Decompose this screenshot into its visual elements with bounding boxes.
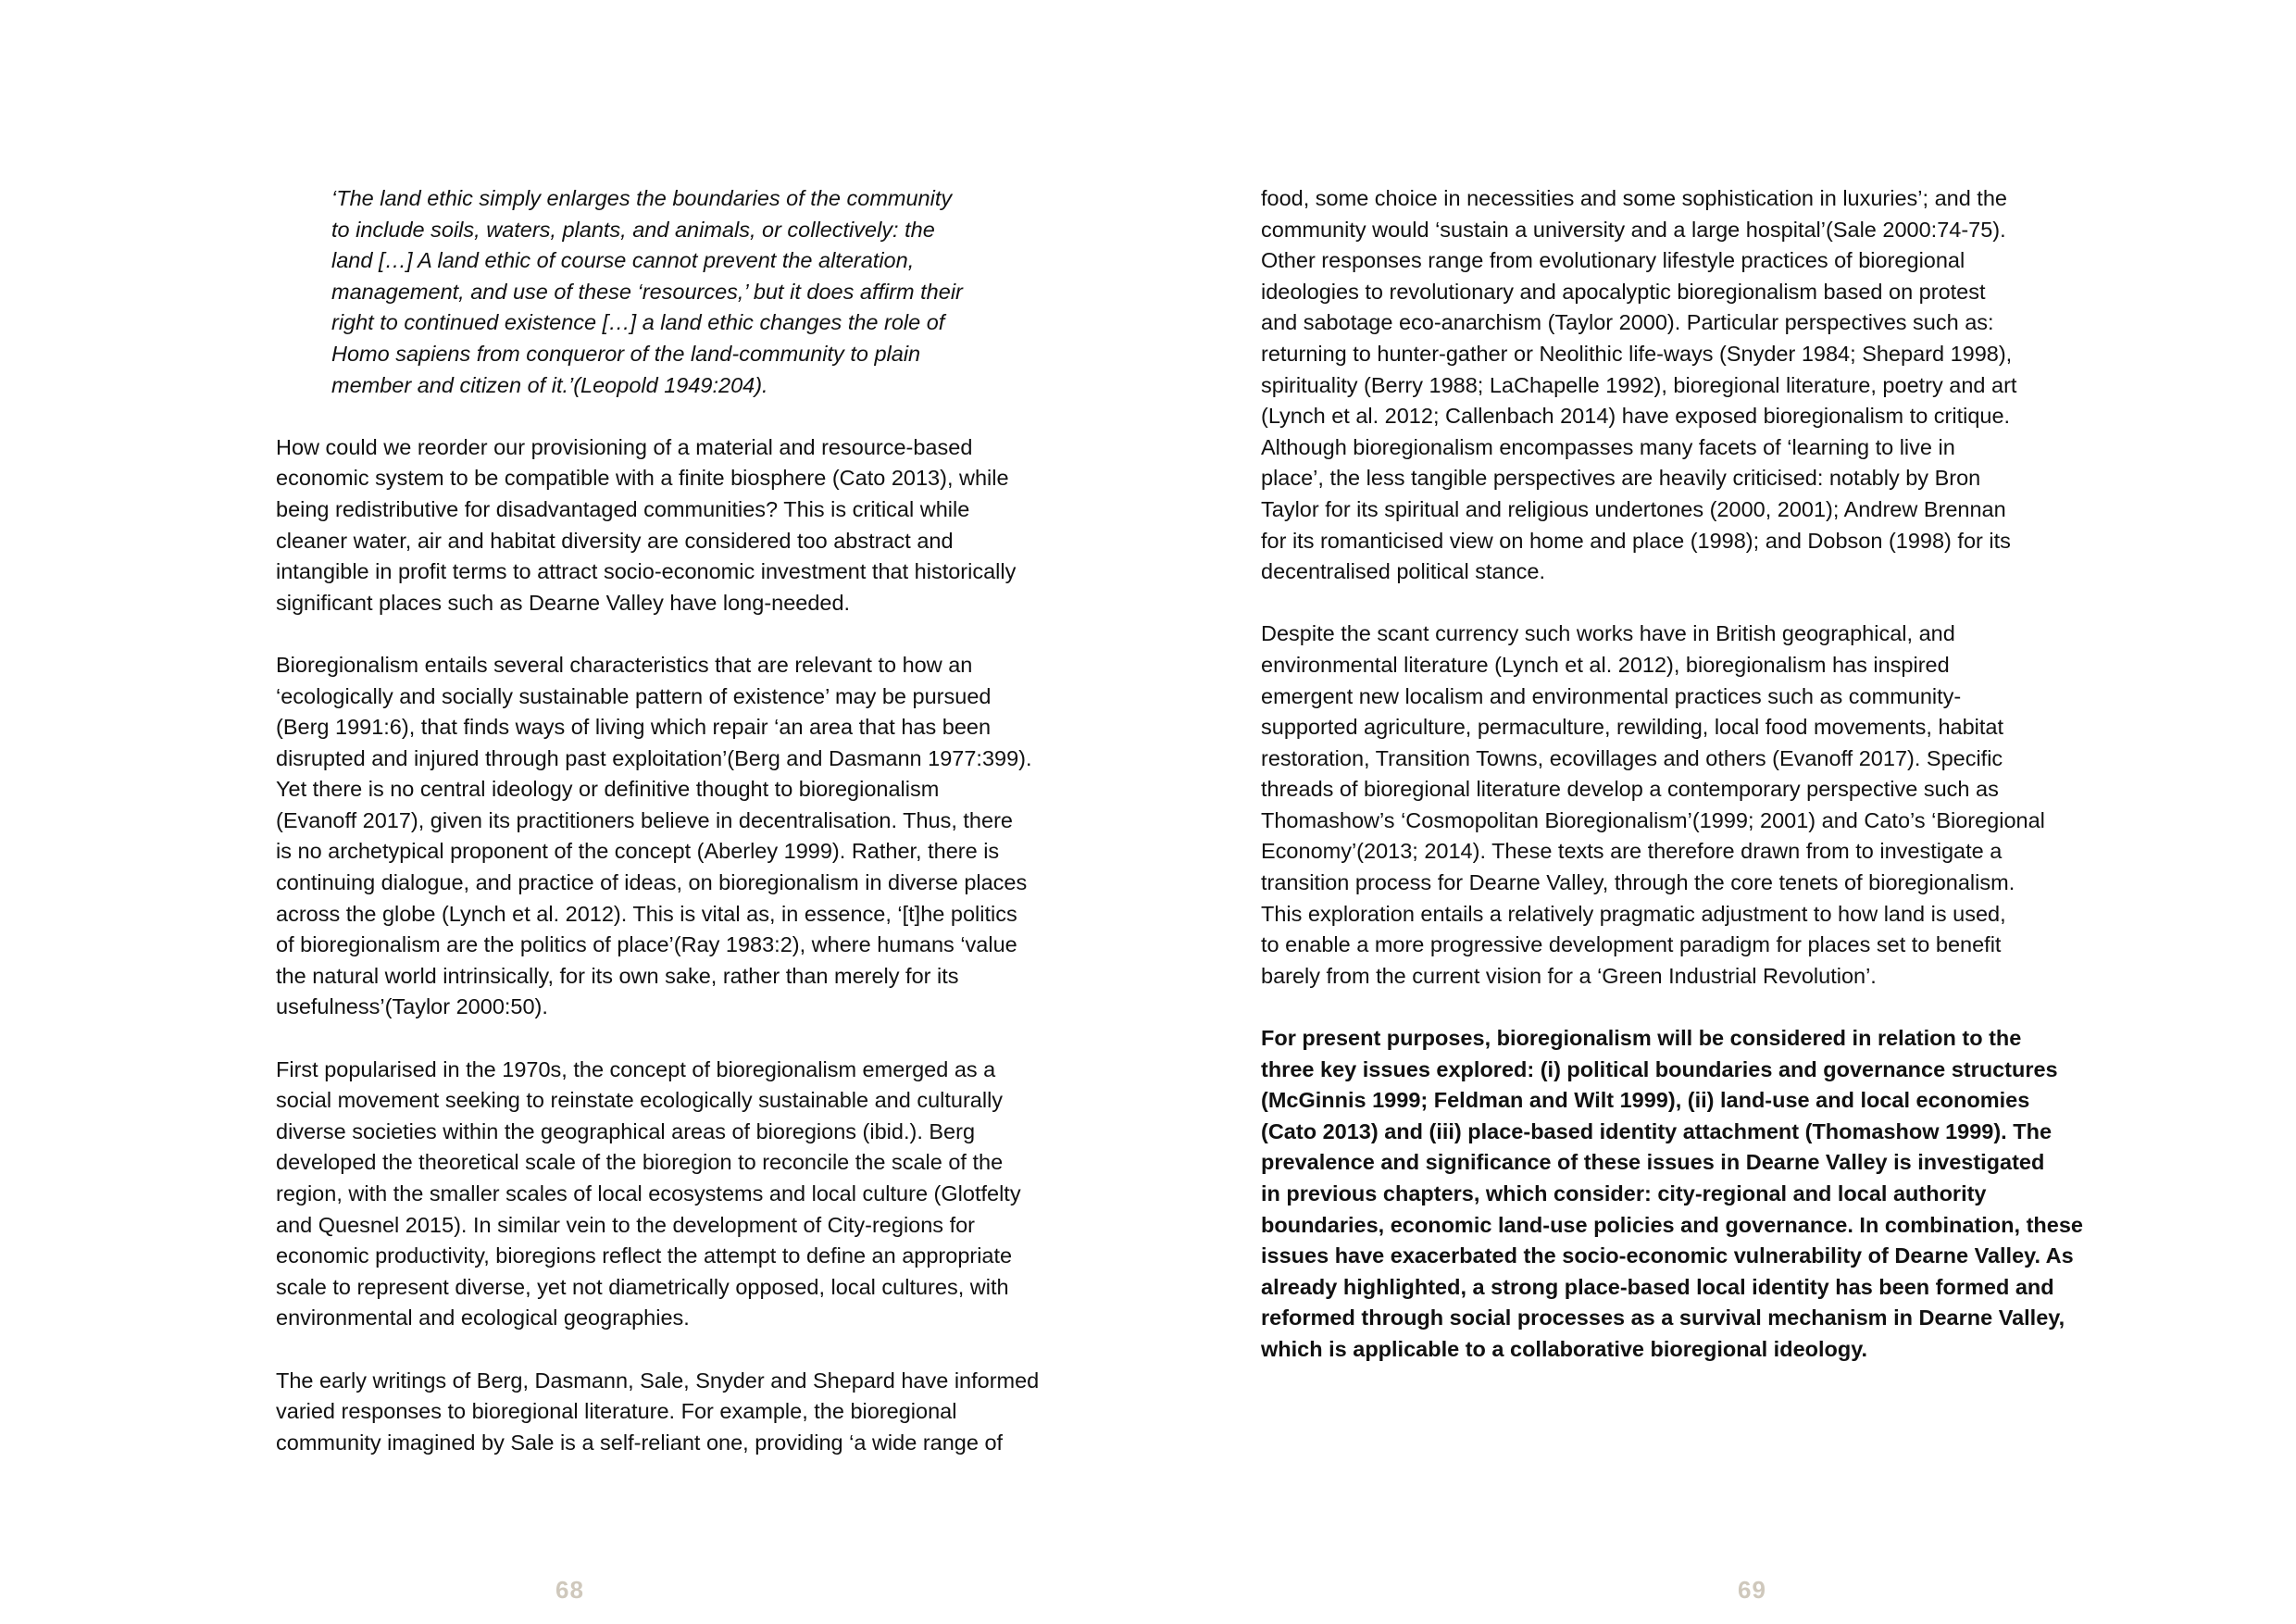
text-line: Taylor for its spiritual and religious undertones (2000, 2001); Andrew Brennan — [1261, 496, 2006, 521]
text-line: region, with the smaller scales of local ecosystems and local culture (Glotfelty — [276, 1181, 1021, 1206]
text-line: ideologies to revolutionary and apocalyptic bioregionalism based on protest — [1261, 279, 1986, 304]
quote-line: to include soils, waters, plants, and animals, or collectively: the — [331, 217, 935, 242]
text-line: already highlighted, a strong place-based local identity has been formed and — [1261, 1274, 2054, 1299]
text-line: developed the theoretical scale of the bioregion to reconcile the scale of the — [276, 1150, 1004, 1175]
text-line: in previous chapters, which consider: city-regional and local authority — [1261, 1181, 1987, 1206]
paragraph — [276, 432, 1072, 619]
page-number: 69 — [1738, 1576, 1766, 1604]
quote-line: ‘The land ethic simply enlarges the boundaries of the community — [331, 186, 953, 210]
paragraph — [276, 1366, 1072, 1459]
text-line: diverse societies within the geographical areas of bioregions (ibid.). Berg — [276, 1118, 976, 1143]
text-line: restoration, Transition Towns, ecovillages and others (Evanoff 2017). Specific — [1261, 745, 2003, 770]
text-line: transition process for Dearne Valley, through the core tenets of bioregionalism. — [1261, 870, 2015, 895]
text-line: How could we reorder our provisioning of a material and resource-based — [276, 434, 973, 459]
text-line: food, some choice in necessities and some sophistication in luxuries’; and the — [1261, 186, 2007, 210]
paragraph — [276, 1055, 1072, 1334]
text-line: continuing dialogue, and practice of ideas, on bioregionalism in diverse places — [276, 870, 1028, 895]
text-line: returning to hunter-gather or Neolithic life-ways (Snyder 1984; Shepard 1998), — [1261, 341, 2013, 366]
right-text-column — [1261, 183, 2083, 1396]
block-quote — [331, 183, 1072, 401]
text-line: to enable a more progressive development paradigm for places set to benefit — [1261, 932, 2002, 957]
text-line: Other responses range from evolutionary lifestyle practices of bioregional — [1261, 248, 1965, 273]
text-line: prevalence and significance of these issues in Dearne Valley is investigated — [1261, 1150, 2045, 1175]
text-line: This exploration entails a relatively pragmatic adjustment to how land is used, — [1261, 901, 2006, 926]
text-line: which is applicable to a collaborative bioregional ideology. — [1261, 1336, 1868, 1361]
text-line: Thomashow’s ‘Cosmopolitan Bioregionalism’(1999; 2001) and Cato’s ‘Bioregional — [1261, 807, 2045, 832]
text-line: (Cato 2013) and (iii) place-based identity attachment (Thomashow 1999). The — [1261, 1118, 2053, 1143]
quote-line: Homo sapiens from conqueror of the land-community to plain — [331, 341, 921, 366]
text-line: boundaries, economic land-use policies and governance. In combination, these — [1261, 1212, 2083, 1237]
text-line: Yet there is no central ideology or definitive thought to bioregionalism — [276, 777, 940, 802]
quote-line: right to continued existence […] a land ethic changes the role of — [331, 310, 945, 335]
text-line: Economy’(2013; 2014). These texts are therefore drawn from to investigate a — [1261, 839, 2003, 864]
bold-paragraph — [1261, 1023, 2083, 1366]
text-line: First popularised in the 1970s, the concept of bioregionalism emerged as a — [276, 1056, 996, 1081]
quote-line: member and citizen of it.’(Leopold 1949:204). — [331, 372, 768, 397]
text-line: across the globe (Lynch et al. 2012). This is vital as, in essence, ‘[t]he politics — [276, 901, 1017, 926]
text-line: disrupted and injured through past exploitation’(Berg and Dasmann 1977:399). — [276, 745, 1032, 770]
quote-line: management, and use of these ‘resources,’ but it does affirm their — [331, 279, 963, 304]
text-line: economic productivity, bioregions reflect the attempt to define an appropriate — [276, 1243, 1013, 1268]
right-page — [1148, 0, 2296, 1624]
text-line: issues have exacerbated the socio-economic vulnerability of Dearne Valley. As — [1261, 1243, 2074, 1268]
text-line: (Lynch et al. 2012; Callenbach 2014) have exposed bioregionalism to critique. — [1261, 404, 2011, 429]
text-line: emergent new localism and environmental practices such as community- — [1261, 683, 1962, 708]
text-line: being redistributive for disadvantaged communities? This is critical while — [276, 496, 970, 521]
text-line: economic system to be compatible with a finite biosphere (Cato 2013), while — [276, 466, 1009, 491]
text-line: of bioregionalism are the politics of place’(Ray 1983:2), where humans ‘value — [276, 932, 1017, 957]
text-line: three key issues explored: (i) political boundaries and governance structures — [1261, 1056, 2058, 1081]
text-line: supported agriculture, permaculture, rewilding, local food movements, habitat — [1261, 715, 2004, 740]
text-line: threads of bioregional literature develop a contemporary perspective such as — [1261, 777, 1999, 802]
text-line: environmental literature (Lynch et al. 2012), bioregionalism has inspired — [1261, 652, 1950, 677]
text-line: (Evanoff 2017), given its practitioners believe in decentralisation. Thus, there — [276, 807, 1013, 832]
text-line: and sabotage eco-anarchism (Taylor 2000). Particular perspectives such as: — [1261, 310, 1994, 335]
text-line: (McGinnis 1999; Feldman and Wilt 1999), (ii) land-use and local economies — [1261, 1088, 2030, 1113]
text-line: decentralised political stance. — [1261, 559, 1545, 584]
text-line: barely from the current vision for a ‘Green Industrial Revolution’. — [1261, 963, 1877, 988]
text-line: usefulness’(Taylor 2000:50). — [276, 994, 548, 1019]
text-line: cleaner water, air and habitat diversity are considered too abstract and — [276, 528, 954, 553]
text-line: varied responses to bioregional literature. For example, the bioregional — [276, 1399, 957, 1424]
text-line: community imagined by Sale is a self-reliant one, providing ‘a wide range of — [276, 1430, 1004, 1455]
paragraph — [276, 650, 1072, 1023]
text-line: reformed through social processes as a survival mechanism in Dearne Valley, — [1261, 1305, 2065, 1330]
text-line: community would ‘sustain a university and a large hospital’(Sale 2000:74-75). — [1261, 217, 2006, 242]
text-line: spirituality (Berry 1988; LaChapelle 1992), bioregional literature, poetry and art — [1261, 372, 2017, 397]
text-line: ‘ecologically and socially sustainable pattern of existence’ may be pursued — [276, 683, 992, 708]
text-line: Bioregionalism entails several characteristics that are relevant to how an — [276, 652, 973, 677]
text-line: Although bioregionalism encompasses many facets of ‘learning to live in — [1261, 434, 1955, 459]
text-line: significant places such as Dearne Valley have long-needed. — [276, 590, 851, 615]
text-line: place’, the less tangible perspectives are heavily criticised: notably by Bron — [1261, 466, 1981, 491]
text-line: environmental and ecological geographies. — [276, 1305, 690, 1330]
page-number: 68 — [555, 1576, 584, 1604]
text-line: is no archetypical proponent of the concept (Aberley 1999). Rather, there is — [276, 839, 1000, 864]
text-line: social movement seeking to reinstate ecologically sustainable and culturally — [276, 1088, 1004, 1113]
text-line: intangible in profit terms to attract socio-economic investment that historically — [276, 559, 1017, 584]
text-line: the natural world intrinsically, for its own sake, rather than merely for its — [276, 963, 959, 988]
quote-line: land […] A land ethic of course cannot prevent the alteration, — [331, 248, 915, 273]
text-line: Despite the scant currency such works have in British geographical, and — [1261, 621, 1955, 646]
text-line: The early writings of Berg, Dasmann, Sale, Snyder and Shepard have informed — [276, 1368, 1040, 1393]
text-line: (Berg 1991:6), that finds ways of living which repair ‘an area that has been — [276, 715, 992, 740]
text-line: for its romanticised view on home and place (1998); and Dobson (1998) for its — [1261, 528, 2011, 553]
text-line: and Quesnel 2015). In similar vein to the development of City-regions for — [276, 1212, 976, 1237]
text-line: scale to represent diverse, yet not diametrically opposed, local cultures, with — [276, 1274, 1009, 1299]
left-text-column — [276, 183, 1072, 1490]
paragraph — [1261, 618, 2066, 992]
paragraph — [1261, 183, 2066, 588]
text-line: For present purposes, bioregionalism will be considered in relation to the — [1261, 1026, 2022, 1051]
